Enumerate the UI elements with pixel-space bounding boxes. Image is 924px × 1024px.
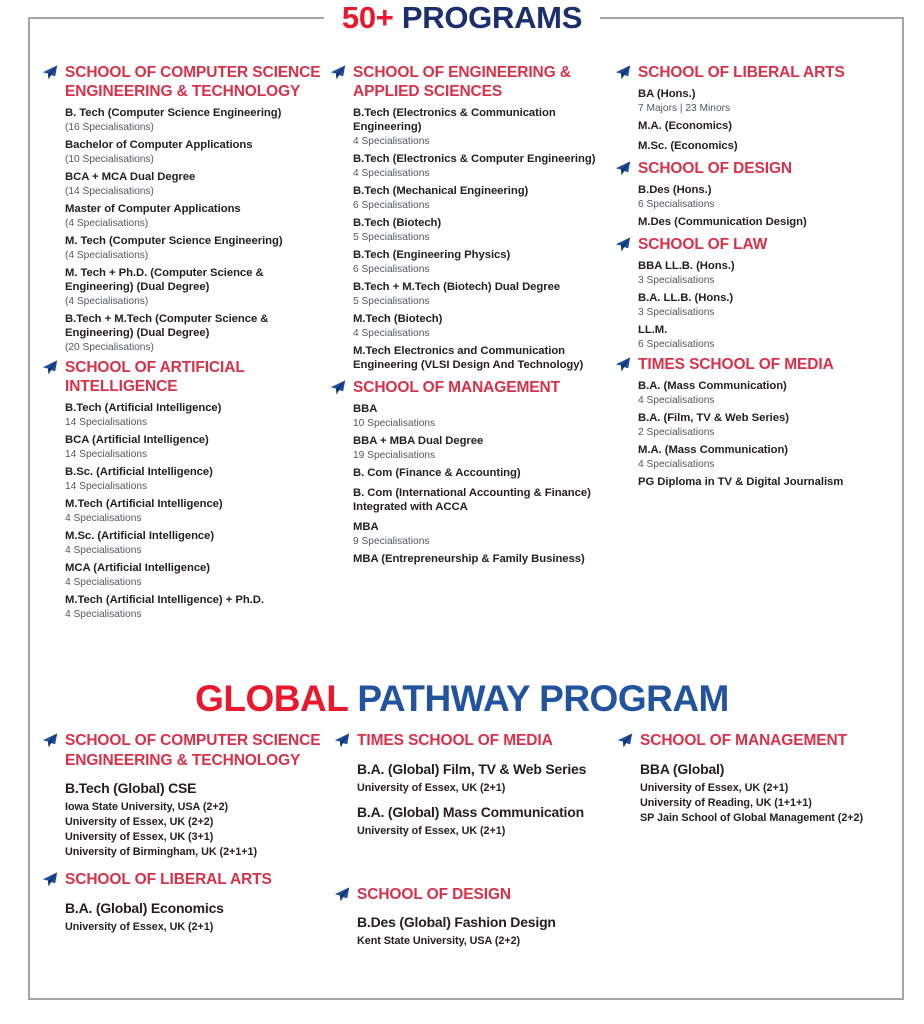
program-item[interactable] (638, 379, 905, 407)
school-name: TIMES SCHOOL OF MEDIA (638, 356, 834, 373)
global-program-list (334, 913, 611, 949)
global-program-list (42, 899, 328, 935)
partner-university: University of Birmingham, UK (2+1+1) (65, 846, 257, 858)
program-item[interactable] (638, 139, 905, 153)
program-item[interactable] (353, 402, 607, 430)
school-name: SCHOOL OF ARTIFICIAL INTELLIGENCE (65, 359, 245, 395)
program-name: BA (Hons.) (638, 88, 696, 100)
program-name: B.A. (Mass Communication) (638, 380, 787, 392)
layout-spacer (334, 849, 611, 885)
school-name: SCHOOL OF MANAGEMENT (353, 379, 560, 396)
program-specialisations: 6 Specialisations (638, 339, 715, 350)
partner-university: SP Jain School of Global Management (2+2) (640, 811, 864, 824)
program-item[interactable] (65, 561, 322, 589)
program-item[interactable] (65, 312, 322, 354)
program-specialisations: 19 Specialisations (353, 450, 436, 461)
program-name: M.A. (Mass Communication) (638, 444, 789, 456)
programs-column-2 (330, 63, 615, 572)
program-name: M.Tech Electronics and Communication Engineering (VLSI Design And Technology) (353, 345, 584, 371)
program-name: M.A. (Economics) (638, 120, 732, 132)
partner-university: Kent State University, USA (2+2) (357, 935, 521, 947)
program-name: B. Tech (Computer Science Engineering) (65, 107, 282, 119)
school-name: SCHOOL OF COMPUTER SCIENCE ENGINEERING & TECHNOLOGY (65, 64, 321, 100)
program-specialisations: 14 Specialisations (65, 449, 148, 460)
paper-plane-arrow-icon (615, 65, 631, 80)
school-block (615, 355, 905, 489)
program-item[interactable] (638, 291, 905, 319)
program-name: M.Sc. (Economics) (638, 140, 738, 152)
program-item[interactable] (638, 443, 905, 471)
global-program-list (42, 779, 328, 860)
partner-university: University of Essex, UK (2+1) (640, 781, 789, 794)
paper-plane-arrow-icon (334, 733, 350, 748)
program-item[interactable] (638, 475, 905, 489)
program-name: B.Tech (Biotech) (353, 217, 442, 229)
program-specialisations: 3 Specialisations (638, 275, 715, 286)
program-specialisations: 9 Specialisations (353, 536, 430, 547)
program-item[interactable] (353, 152, 607, 180)
program-name: BCA + MCA Dual Degree (65, 171, 196, 183)
global-school-block (42, 870, 328, 935)
partner-university: University of Essex, UK (2+2) (65, 816, 214, 828)
program-name: M.Sc. (Artificial Intelligence) (65, 530, 215, 542)
program-item[interactable] (353, 520, 607, 548)
program-name: MBA (Entrepreneurship & Family Business) (353, 553, 585, 565)
global-program-item[interactable] (65, 899, 328, 935)
program-list (330, 106, 607, 372)
program-specialisations: (14 Specialisations) (65, 186, 154, 197)
school-heading[interactable] (42, 63, 322, 101)
program-item[interactable] (353, 552, 607, 566)
program-name: B.Tech + M.Tech (Computer Science & Engineering) (Dual Degree) (65, 313, 269, 339)
program-item[interactable] (65, 593, 322, 621)
program-name: M.Tech (Artificial Intelligence) + Ph.D. (65, 594, 264, 606)
program-item[interactable] (65, 202, 322, 230)
program-item[interactable] (353, 344, 607, 372)
program-specialisations: 7 Majors | 23 Minors (638, 103, 731, 114)
paper-plane-arrow-icon (42, 872, 58, 887)
program-specialisations: 14 Specialisations (65, 417, 148, 428)
program-name: BBA + MBA Dual Degree (353, 435, 484, 447)
program-specialisations: 5 Specialisations (353, 232, 430, 243)
program-name: B. Com (Finance & Accounting) (353, 467, 521, 479)
school-block (42, 63, 322, 354)
school-block (330, 378, 607, 566)
school-block (330, 63, 607, 372)
page-title-highlight: 50+ (341, 0, 394, 35)
program-name: B.Tech + M.Tech (Biotech) Dual Degree (353, 281, 561, 293)
school-block (615, 159, 905, 229)
program-name: B.Tech (Electronics & Computer Engineering) (353, 153, 596, 165)
global-school-name: SCHOOL OF COMPUTER SCIENCE ENGINEERING & TECHNOLOGY (65, 732, 321, 769)
partner-university: University of Essex, UK (2+1) (357, 781, 506, 794)
program-list (615, 259, 905, 351)
program-item[interactable] (353, 106, 607, 148)
program-specialisations: 6 Specialisations (353, 200, 430, 211)
program-list (42, 401, 322, 621)
program-name: B.A. (Film, TV & Web Series) (638, 412, 789, 424)
program-name: B.Tech (Electronics & Communication Engineering) (353, 107, 556, 133)
global-pathway-title (195, 675, 729, 723)
school-block (42, 358, 322, 621)
program-item[interactable] (65, 106, 322, 134)
paper-plane-arrow-icon (42, 65, 58, 80)
program-specialisations: 3 Specialisations (638, 307, 715, 318)
program-item[interactable] (65, 138, 322, 166)
program-item[interactable] (638, 87, 905, 115)
program-item[interactable] (65, 401, 322, 429)
program-specialisations: 4 Specialisations (638, 459, 715, 470)
global-school-name: SCHOOL OF DESIGN (357, 885, 511, 903)
programs-columns (42, 63, 914, 625)
paper-plane-arrow-icon (330, 380, 346, 395)
program-item[interactable] (353, 280, 607, 308)
global-program-list (617, 760, 914, 826)
partner-university: University of Essex, UK (3+1) (65, 831, 214, 843)
school-name: SCHOOL OF DESIGN (638, 160, 792, 177)
paper-plane-arrow-icon (334, 887, 350, 902)
program-specialisations: 5 Specialisations (353, 296, 430, 307)
program-name: B.Tech (Engineering Physics) (353, 249, 511, 261)
global-program-name: B.Tech (Global) CSE (65, 780, 197, 796)
global-program-item[interactable] (357, 760, 611, 796)
global-pathway-column-3 (617, 731, 914, 836)
school-name: SCHOOL OF LIBERAL ARTS (638, 64, 845, 81)
global-pathway-column-2 (334, 731, 617, 959)
program-specialisations: 2 Specialisations (638, 427, 715, 438)
global-school-name: TIMES SCHOOL OF MEDIA (357, 732, 553, 749)
program-item[interactable] (353, 312, 607, 340)
program-name: BCA (Artificial Intelligence) (65, 434, 209, 446)
program-specialisations: 4 Specialisations (353, 168, 430, 179)
programs-column-1 (42, 63, 330, 625)
paper-plane-arrow-icon (615, 237, 631, 252)
global-program-name: B.Des (Global) Fashion Design (357, 914, 556, 930)
global-pathway-title-highlight: GLOBAL (195, 678, 348, 719)
paper-plane-arrow-icon (615, 161, 631, 176)
program-specialisations: 6 Specialisations (353, 264, 430, 275)
program-name: Master of Computer Applications (65, 203, 241, 215)
program-item[interactable] (65, 465, 322, 493)
program-specialisations: (4 Specialisations) (65, 250, 149, 261)
program-list (615, 183, 905, 229)
program-specialisations: (10 Specialisations) (65, 154, 154, 165)
program-name: Bachelor of Computer Applications (65, 139, 253, 151)
global-pathway-title-banner (0, 675, 924, 723)
school-heading[interactable] (330, 63, 607, 101)
program-name: MCA (Artificial Intelligence) (65, 562, 211, 574)
program-specialisations: 4 Specialisations (65, 545, 142, 556)
program-name: M. Tech (Computer Science Engineering) (65, 235, 283, 247)
program-specialisations: 4 Specialisations (353, 136, 430, 147)
global-school-block (334, 731, 611, 839)
program-specialisations: (20 Specialisations) (65, 342, 154, 353)
paper-plane-arrow-icon (617, 733, 633, 748)
program-item[interactable] (65, 266, 322, 308)
program-item[interactable] (353, 466, 607, 480)
global-school-block (42, 731, 328, 860)
global-school-heading[interactable] (617, 731, 914, 751)
program-item[interactable] (638, 259, 905, 287)
global-school-block (334, 885, 611, 950)
program-item[interactable] (65, 497, 322, 525)
program-specialisations: (16 Specialisations) (65, 122, 154, 133)
program-item[interactable] (65, 234, 322, 262)
school-block (615, 235, 905, 351)
paper-plane-arrow-icon (330, 65, 346, 80)
global-program-name: BBA (Global) (640, 760, 725, 777)
program-name: BBA (353, 403, 378, 415)
paper-plane-arrow-icon (615, 357, 631, 372)
program-specialisations: 10 Specialisations (353, 418, 436, 429)
global-pathway-column-1 (42, 731, 334, 945)
program-specialisations: 4 Specialisations (353, 328, 430, 339)
program-item[interactable] (638, 411, 905, 439)
school-name: SCHOOL OF LAW (638, 236, 768, 253)
program-list (42, 106, 322, 354)
program-specialisations: 4 Specialisations (65, 609, 142, 620)
global-school-name: SCHOOL OF LIBERAL ARTS (65, 871, 272, 888)
global-pathway-columns (42, 731, 914, 959)
partner-university: Iowa State University, USA (2+2) (65, 801, 229, 813)
school-heading[interactable] (330, 378, 607, 397)
program-name: B.Tech (Mechanical Engineering) (353, 185, 529, 197)
program-item[interactable] (353, 434, 607, 462)
global-school-heading[interactable] (42, 731, 328, 770)
program-item[interactable] (65, 529, 322, 557)
global-program-list (334, 760, 611, 839)
school-heading[interactable] (42, 358, 322, 396)
program-specialisations: (4 Specialisations) (65, 218, 149, 229)
global-school-name: SCHOOL OF MANAGEMENT (640, 732, 847, 749)
program-item[interactable] (353, 216, 607, 244)
school-block (615, 63, 905, 153)
program-name: B.Des (Hons.) (638, 184, 712, 196)
global-program-item[interactable] (357, 803, 611, 839)
program-name: B. Com (International Accounting & Finance) Integrated with ACCA (353, 487, 591, 513)
program-specialisations: 6 Specialisations (638, 199, 715, 210)
program-name: M.Des (Communication Design) (638, 216, 807, 228)
program-item[interactable] (638, 215, 905, 229)
school-heading[interactable] (615, 159, 905, 178)
global-pathway-title-rest: PATHWAY PROGRAM (347, 678, 729, 719)
page-title-rest: PROGRAMS (393, 0, 583, 35)
program-item[interactable] (638, 119, 905, 133)
school-heading[interactable] (615, 235, 905, 254)
program-specialisations: 14 Specialisations (65, 481, 148, 492)
program-name: M.Tech (Artificial Intelligence) (65, 498, 223, 510)
program-name: LL.M. (638, 324, 668, 336)
global-school-block (617, 731, 914, 826)
program-list (615, 379, 905, 489)
paper-plane-arrow-icon (42, 733, 58, 748)
program-item[interactable] (638, 323, 905, 351)
global-program-name: B.A. (Global) Mass Communication (357, 803, 584, 820)
program-item[interactable] (353, 184, 607, 212)
program-name: B.Sc. (Artificial Intelligence) (65, 466, 213, 478)
program-specialisations: 4 Specialisations (65, 513, 142, 524)
school-heading[interactable] (615, 355, 905, 374)
program-list (615, 87, 905, 153)
school-heading[interactable] (615, 63, 905, 82)
partner-university: University of Essex, UK (2+1) (357, 824, 506, 837)
program-specialisations: 4 Specialisations (638, 395, 715, 406)
paper-plane-arrow-icon (42, 360, 58, 375)
program-name: BBA LL.B. (Hons.) (638, 260, 735, 272)
partner-university: University of Essex, UK (2+1) (65, 920, 214, 933)
program-item[interactable] (353, 248, 607, 276)
global-program-name: B.A. (Global) Film, TV & Web Series (357, 760, 587, 777)
program-item[interactable] (638, 183, 905, 211)
program-item[interactable] (65, 433, 322, 461)
global-program-name: B.A. (Global) Economics (65, 899, 224, 916)
program-name: MBA (353, 521, 379, 533)
program-item[interactable] (65, 170, 322, 198)
partner-university: University of Reading, UK (1+1+1) (640, 796, 812, 809)
program-item[interactable] (353, 486, 607, 514)
programs-column-3 (615, 63, 905, 495)
program-name: B.A. LL.B. (Hons.) (638, 292, 734, 304)
global-school-heading[interactable] (334, 731, 611, 751)
program-name: B.Tech (Artificial Intelligence) (65, 402, 222, 414)
program-list (330, 402, 607, 566)
program-name: PG Diploma in TV & Digital Journalism (638, 476, 844, 488)
program-name: M.Tech (Biotech) (353, 313, 443, 325)
global-program-item[interactable] (640, 760, 914, 826)
global-program-item[interactable] (65, 779, 328, 860)
school-name: SCHOOL OF ENGINEERING & APPLIED SCIENCES (353, 64, 571, 100)
program-specialisations: (4 Specialisations) (65, 296, 149, 307)
program-specialisations: 4 Specialisations (65, 577, 142, 588)
global-program-item[interactable] (357, 913, 611, 949)
global-school-heading[interactable] (42, 870, 328, 890)
global-school-heading[interactable] (334, 885, 611, 905)
program-name: M. Tech + Ph.D. (Computer Science & Engineering) (Dual Degree) (65, 267, 264, 293)
